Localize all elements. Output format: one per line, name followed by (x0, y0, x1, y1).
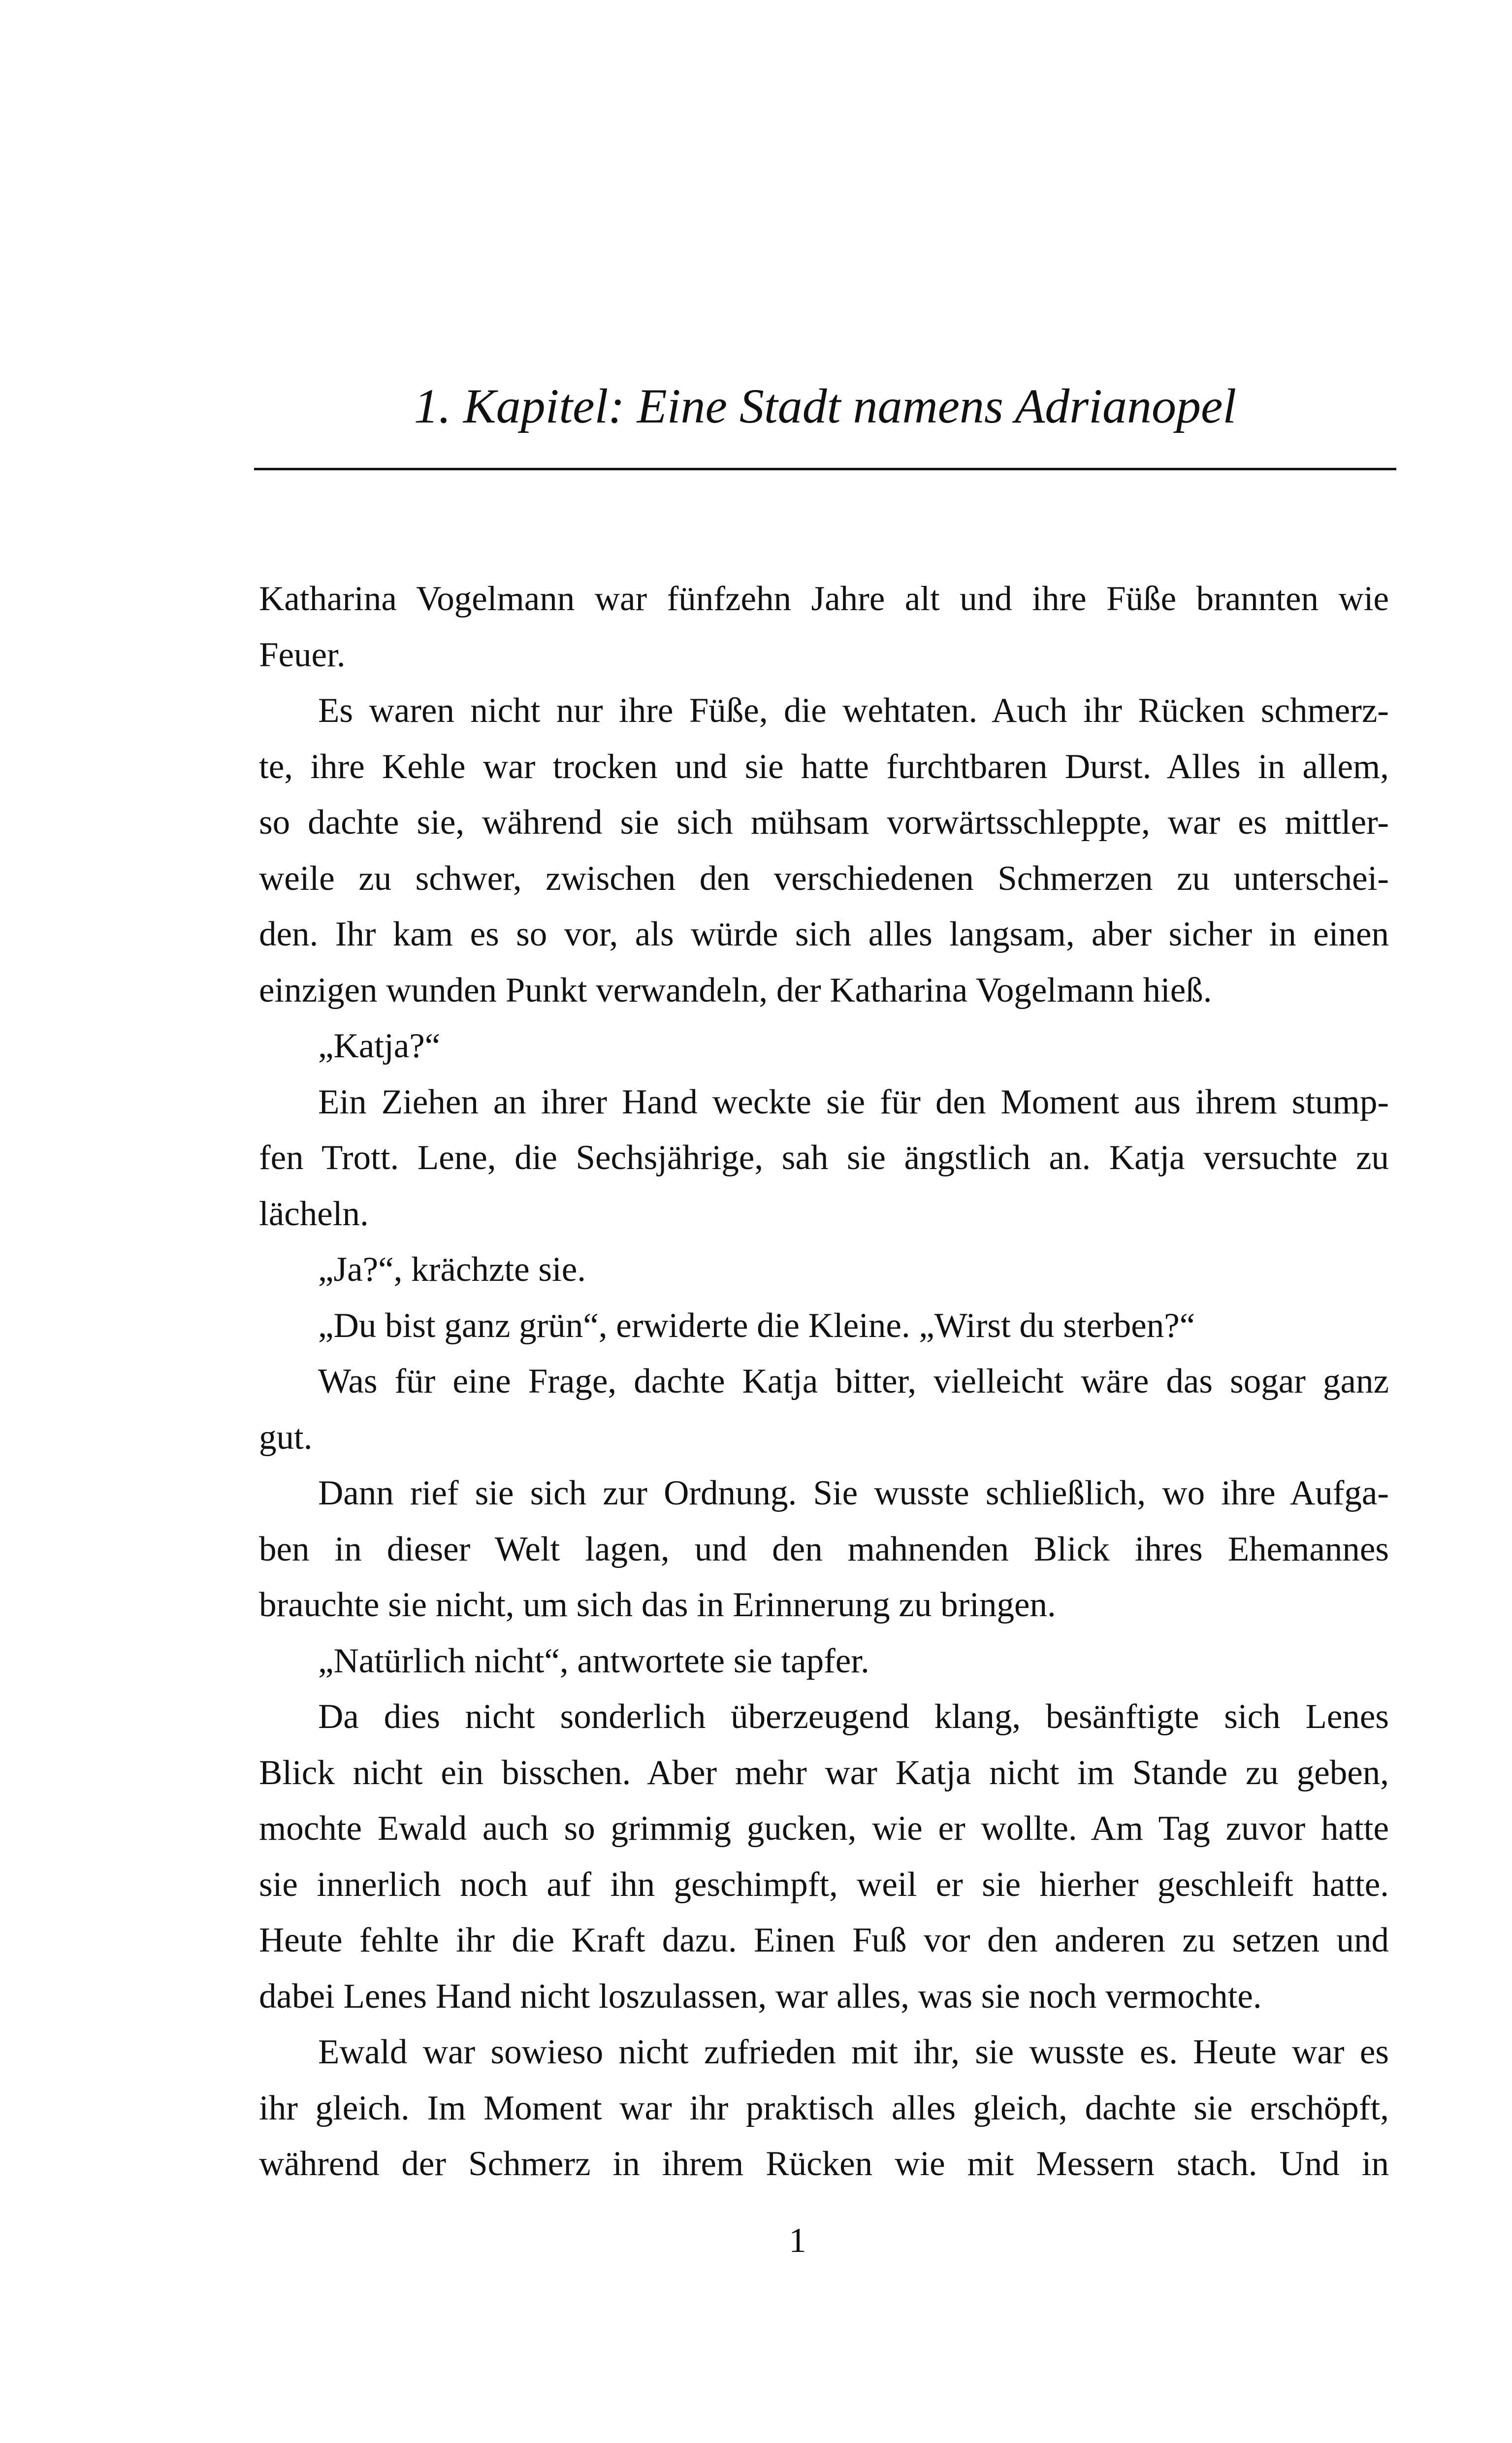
text-line: Ein Ziehen an ihrer Hand weckte sie für den Moment aus ihrem stump- (318, 1082, 1389, 1121)
body-text (259, 571, 1389, 2192)
chapter-title: 1. Kapitel: Eine Stadt namens Adrianopel (414, 379, 1237, 433)
text-line: sie innerlich noch auf ihn geschimpft, weil er sie hierher geschleift hatte. (259, 1865, 1389, 1904)
page-number: 1 (789, 2221, 806, 2260)
text-line: Feuer. (259, 635, 346, 674)
title-divider (254, 468, 1396, 470)
text-line: fen Trott. Lene, die Sechsjährige, sah sie ängstlich an. Katja versuchte zu (259, 1139, 1389, 1177)
text-line: ihr gleich. Im Moment war ihr praktisch alles gleich, dachte sie erschöpft, (259, 2088, 1389, 2127)
text-line: während der Schmerz in ihrem Rücken wie mit Messern stach. Und in (259, 2145, 1389, 2183)
text-line: brauchte sie nicht, um sich das in Erinnerung zu bringen. (259, 1586, 1056, 1624)
text-line: „Du bist ganz grün“, erwiderte die Kleine. „Wirst du sterben?“ (318, 1306, 1195, 1345)
text-line: so dachte sie, während sie sich mühsam vorwärtsschleppte, war es mittler- (259, 803, 1389, 842)
text-line: weile zu schwer, zwischen den verschiedenen Schmerzen zu unterschei- (259, 859, 1389, 898)
text-line: Ewald war sowieso nicht zufrieden mit ihr, sie wusste es. Heute war es (318, 2033, 1389, 2071)
text-line: Es waren nicht nur ihre Füße, die wehtaten. Auch ihr Rücken schmerz- (318, 691, 1389, 730)
text-line: „Katja?“ (318, 1027, 441, 1065)
text-line: lächeln. (259, 1194, 369, 1233)
text-line: dabei Lenes Hand nicht loszulassen, war alles, was sie noch vermochte. (259, 1977, 1262, 2016)
text-line: den. Ihr kam es so vor, als würde sich alles langsam, aber sicher in einen (259, 915, 1389, 953)
text-line: Blick nicht ein bisschen. Aber mehr war Katja nicht im Stande zu geben, (259, 1753, 1389, 1792)
text-line: te, ihre Kehle war trocken und sie hatte furchtbaren Durst. Alles in allem, (259, 747, 1389, 786)
text-line: Heute fehlte ihr die Kraft dazu. Einen Fuß vor den anderen zu setzen und (259, 1921, 1389, 1959)
text-line: ben in dieser Welt lagen, und den mahnenden Blick ihres Ehemannes (259, 1530, 1389, 1568)
text-line: Katharina Vogelmann war fünfzehn Jahre alt und ihre Füße brannten wie (259, 580, 1389, 618)
text-line: Dann rief sie sich zur Ordnung. Sie wusste schließlich, wo ihre Aufga- (318, 1474, 1389, 1512)
text-line: gut. (259, 1418, 313, 1457)
text-line: Da dies nicht sonderlich überzeugend klang, besänftigte sich Lenes (318, 1697, 1389, 1736)
text-line: mochte Ewald auch so grimmig gucken, wie er wollte. Am Tag zuvor hatte (259, 1809, 1389, 1848)
text-line: „Natürlich nicht“, antwortete sie tapfer. (318, 1641, 869, 1680)
text-line: einzigen wunden Punkt verwandeln, der Katharina Vogelmann hieß. (259, 971, 1212, 1010)
text-line: „Ja?“, krächzte sie. (318, 1250, 586, 1289)
text-line: Was für eine Frage, dachte Katja bitter, vielleicht wäre das sogar ganz (318, 1362, 1389, 1401)
